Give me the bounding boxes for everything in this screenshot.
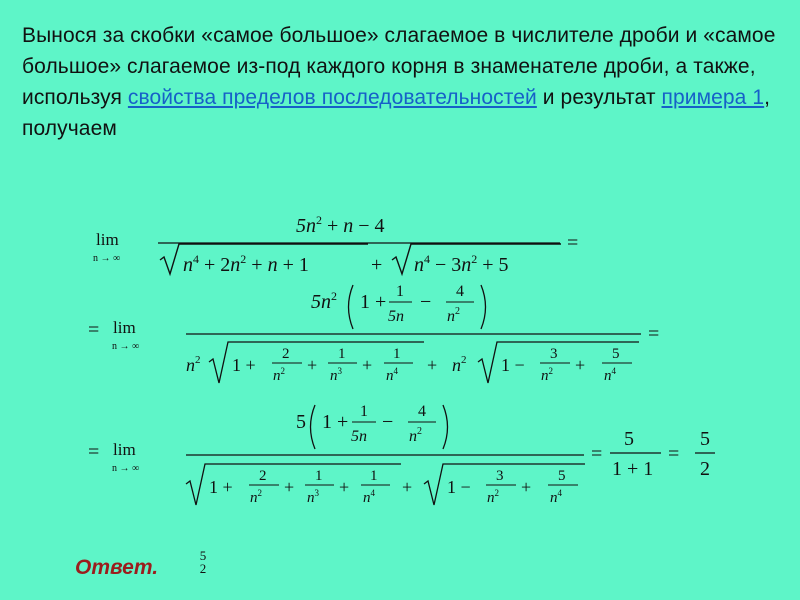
intro-text-2: и результат	[536, 86, 662, 109]
svg-text:n4: $n^4$	[604, 366, 616, 384]
svg-text:n4 − 3n2 + 5: $n^4 - 3n^2 + 5$	[414, 252, 509, 276]
link-sequence-limit-properties[interactable]: свойства пределов последовательностей	[127, 86, 537, 109]
svg-text:1 −: 1 −	[447, 477, 471, 497]
line-1	[93, 213, 578, 276]
svg-text:1 +: 1 +	[232, 355, 256, 375]
svg-text:4: 4	[418, 403, 426, 420]
svg-text:+: +	[575, 355, 586, 375]
svg-text:1: 1	[360, 403, 368, 420]
svg-text:1 +: 1 +	[360, 291, 387, 313]
line-3	[88, 403, 715, 506]
intro-text-3: ,	[764, 86, 771, 109]
svg-text:2: 2	[259, 468, 267, 484]
fraction-2-numerator	[311, 283, 486, 329]
svg-text:n3: $n^3$	[307, 488, 319, 506]
equals-2b: =	[648, 323, 660, 345]
intro-text-1: Вынося за скобки «самое большое» слагаемое в числителе дроби и «самое большое» слагаемое из-под каждого корня в знаменателе дроби, а также, используя	[22, 24, 776, 109]
svg-text:n2: $n^2$	[452, 354, 467, 375]
svg-text:n4: $n^4$	[386, 366, 398, 384]
answer-label: Ответ.	[75, 556, 159, 579]
svg-text:n3: $n^3$	[330, 366, 342, 384]
svg-text:n4: $n^4$	[550, 488, 562, 506]
svg-text:+: +	[339, 477, 350, 497]
equals-3a: =	[88, 441, 100, 463]
svg-text:2: 2	[282, 346, 290, 362]
lim-3-sub: n → ∞	[112, 463, 140, 474]
fraction-1-denominator	[160, 244, 561, 276]
result-denominator: 2	[700, 458, 710, 480]
fraction-3-denominator	[186, 464, 585, 506]
svg-text:+: +	[427, 355, 438, 375]
result-numerator: 5	[700, 428, 710, 450]
svg-text:4: 4	[456, 283, 464, 300]
fraction-1-numerator	[296, 213, 385, 237]
svg-text:1 +: 1 +	[322, 411, 349, 433]
svg-text:3: 3	[550, 346, 558, 362]
svg-text:n2: $n^2$	[487, 488, 499, 506]
svg-text:−: −	[420, 291, 432, 313]
svg-text:n2: $n^2$	[186, 354, 201, 375]
svg-text:5n2 + n − 4: $5n^2 + n - 4$	[296, 213, 385, 237]
answer-fraction	[197, 549, 209, 575]
svg-text:n2: $n^2$	[541, 366, 553, 384]
svg-text:5: 5	[558, 468, 566, 484]
svg-text:+: +	[307, 355, 318, 375]
svg-text:n4 + 2n2 + n + 1: $n^4 + 2n^2 + n + 1$	[183, 252, 309, 276]
svg-text:1: 1	[315, 468, 323, 484]
link-example-1[interactable]: примера 1	[661, 86, 765, 109]
svg-text:1: 1	[338, 346, 346, 362]
svg-text:n2: $n^2$	[447, 306, 460, 325]
svg-text:1 −: 1 −	[501, 355, 525, 375]
svg-text:5: 5	[612, 346, 620, 362]
lim-1: lim	[96, 230, 119, 249]
fraction-3-numerator	[296, 403, 448, 449]
equals-1: =	[567, 232, 579, 254]
svg-text:1: 1	[393, 346, 401, 362]
answer-numerator: 5	[199, 548, 207, 563]
lim-1-sub: n → ∞	[93, 253, 121, 264]
svg-text:+: +	[371, 254, 383, 276]
lim-3: lim	[113, 440, 136, 459]
svg-text:5n: 5n	[351, 428, 367, 445]
svg-text:5: 5	[296, 411, 306, 433]
lim-2-sub: n → ∞	[112, 341, 140, 352]
svg-text:n2: $n^2$	[250, 488, 262, 506]
svg-text:n2: $n^2$	[273, 366, 285, 384]
svg-text:+: +	[362, 355, 373, 375]
intro-text-4: получаем	[22, 117, 117, 140]
svg-text:+: +	[402, 477, 413, 497]
equals-3c: =	[668, 443, 680, 465]
svg-text:1: 1	[370, 468, 378, 484]
svg-text:+: +	[521, 477, 532, 497]
svg-text:n4: $n^4$	[363, 488, 375, 506]
step-denominator: 1 + 1	[612, 458, 654, 480]
equals-2a: =	[88, 319, 100, 341]
svg-text:3: 3	[496, 468, 504, 484]
svg-text:5n: 5n	[388, 308, 404, 325]
fraction-2-denominator	[186, 342, 639, 384]
svg-text:n2: $n^2$	[409, 426, 422, 445]
line-2	[88, 283, 659, 384]
svg-text:−: −	[382, 411, 394, 433]
svg-text:5n2: $5n^2$	[311, 289, 337, 313]
svg-text:+: +	[284, 477, 295, 497]
svg-text:1 +: 1 +	[209, 477, 233, 497]
lim-2: lim	[113, 318, 136, 337]
equals-3b: =	[591, 443, 603, 465]
answer-denominator: 2	[199, 561, 207, 576]
step-numerator: 5	[624, 428, 634, 450]
svg-text:1: 1	[396, 283, 404, 300]
